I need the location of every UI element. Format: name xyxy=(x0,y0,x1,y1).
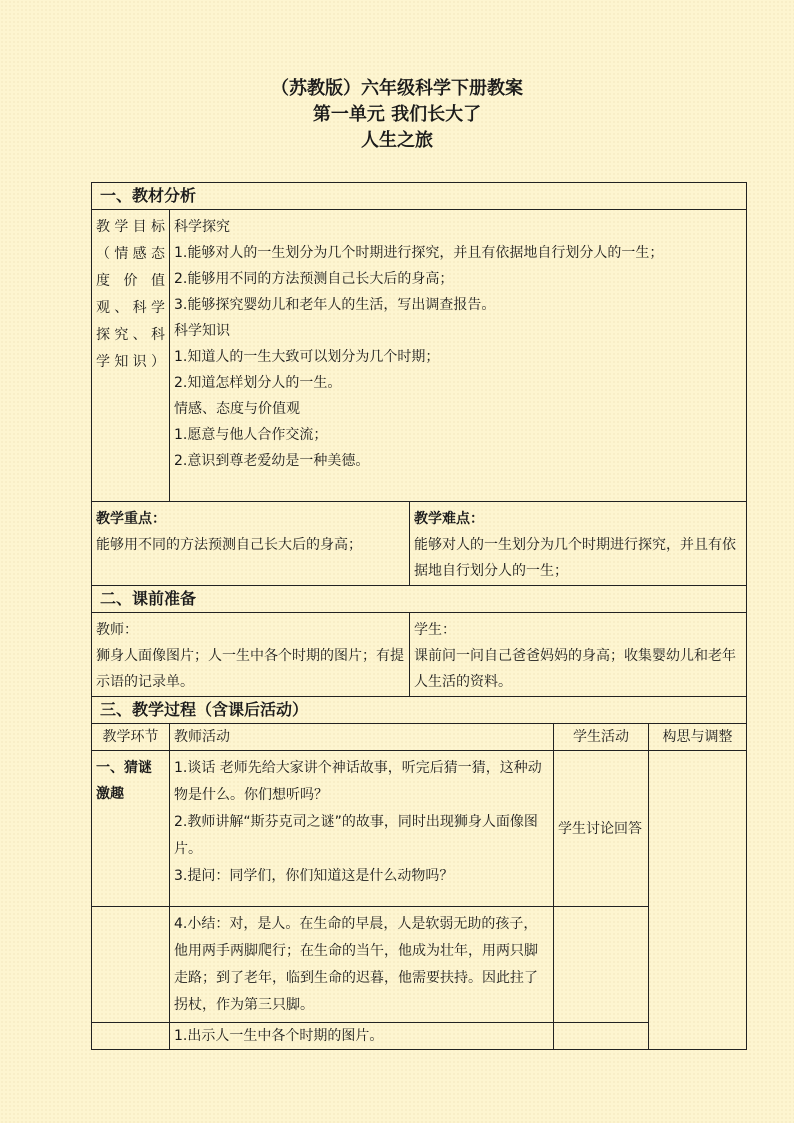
objective-line: 情感、态度与价值观 xyxy=(174,401,300,417)
objective-line: 3.能够探究婴幼儿和老年人的生活，写出调查报告。 xyxy=(174,297,496,313)
title-line-3: 人生之旅 xyxy=(361,130,433,151)
teacher-activity-item: 3.提问：同学们，你们知道这是什么动物吗？ xyxy=(174,868,454,884)
document-title xyxy=(0,76,794,154)
objective-line: 2.知道怎样划分人的一生。 xyxy=(174,375,342,391)
next-activity-text: 1.出示人一生中各个时期的图片。 xyxy=(174,1028,384,1044)
student-prep-cell xyxy=(410,613,747,697)
objectives-label-line: 学知识） xyxy=(96,354,165,370)
next-activity-cell xyxy=(170,1023,554,1050)
summary-text: 4.小结：对，是人。在生命的早晨，人是软弱无助的孩子，他用两手两脚爬行；在生命的当午，他成为壮年，用两只脚走路；到了老年，临到生命的迟暮，他需要扶持。因此拄了拐杖，作为第三只脚。 xyxy=(174,916,538,1013)
objective-line: 科学探究 xyxy=(174,219,230,235)
summary-student-empty xyxy=(554,907,649,1023)
key-point-label: 教学重点： xyxy=(96,511,166,527)
stage-1-student-activity xyxy=(554,751,649,907)
teacher-activity-item: 1.谈话 老师先给大家讲个神话故事，听完后猜一猜，这种动物是什么。你们想听吗？ xyxy=(174,760,542,803)
title-line-1: （苏教版）六年级科学下册教案 xyxy=(271,78,523,99)
difficult-point-text: 能够对人的一生划分为几个时期进行探究，并且有依据地自行划分人的一生； xyxy=(414,537,736,579)
lesson-plan-table xyxy=(91,182,747,1050)
section-heading-process: 三、教学过程（含课后活动） xyxy=(92,697,747,724)
objectives-label-line: 教学目标 xyxy=(96,219,165,235)
objectives-label-line: （情感态 xyxy=(96,246,165,262)
difficult-point-cell xyxy=(410,502,747,586)
col-header-teacher-activity: 教师活动 xyxy=(170,724,554,751)
section-heading-analysis: 一、教材分析 xyxy=(92,183,747,210)
student-activity-text: 学生讨论回答 xyxy=(558,820,642,837)
objective-line: 1.知道人的一生大致可以划分为几个时期； xyxy=(174,349,440,365)
section-heading-preparation: 二、课前准备 xyxy=(92,586,747,613)
teacher-prep-text: 狮身人面像图片；人一生中各个时期的图片；有提示语的记录单。 xyxy=(96,648,404,690)
key-point-cell xyxy=(92,502,410,586)
col-header-reflection: 构思与调整 xyxy=(649,724,747,751)
student-prep-text: 课前问一问自己爸爸妈妈的身高；收集婴幼儿和老年人生活的资料。 xyxy=(414,648,736,690)
stage-2-name xyxy=(92,1023,170,1050)
objectives-label-line: 探究、科 xyxy=(96,327,165,343)
objectives-label-line: 度 价 值 xyxy=(96,273,165,289)
objective-line: 1.愿意与他人合作交流； xyxy=(174,427,328,443)
stage-1-teacher-activities xyxy=(170,751,554,907)
difficult-point-label: 教学难点： xyxy=(414,511,484,527)
objective-line: 科学知识 xyxy=(174,323,230,339)
objectives-label xyxy=(92,210,170,502)
objective-line: 2.能够用不同的方法预测自己长大后的身高； xyxy=(174,271,454,287)
teacher-prep-cell xyxy=(92,613,410,697)
objective-line: 1.能够对人的一生划分为几个时期进行探究，并且有依据地自行划分人的一生； xyxy=(174,245,664,261)
title-line-2: 第一单元 我们长大了 xyxy=(312,104,482,125)
objectives-label-line: 观、科学 xyxy=(96,300,165,316)
stage-1-name-text: 一、猜谜激趣 xyxy=(96,760,152,802)
col-header-student-activity: 学生活动 xyxy=(554,724,649,751)
col-header-stage: 教学环节 xyxy=(92,724,170,751)
stage-1-name xyxy=(92,751,170,907)
objectives-content xyxy=(170,210,747,502)
next-student-empty xyxy=(554,1023,649,1050)
stage-1-empty xyxy=(92,907,170,1023)
student-prep-label: 学生： xyxy=(414,622,456,638)
objective-line: 2.意识到尊老爱幼是一种美德。 xyxy=(174,453,370,469)
teacher-activity-item: 2.教师讲解“斯芬克司之谜”的故事，同时出现狮身人面像图片。 xyxy=(174,814,538,857)
key-point-text: 能够用不同的方法预测自己长大后的身高； xyxy=(96,537,362,553)
reflection-column xyxy=(649,751,747,1050)
teacher-prep-label: 教师： xyxy=(96,622,138,638)
summary-cell xyxy=(170,907,554,1023)
